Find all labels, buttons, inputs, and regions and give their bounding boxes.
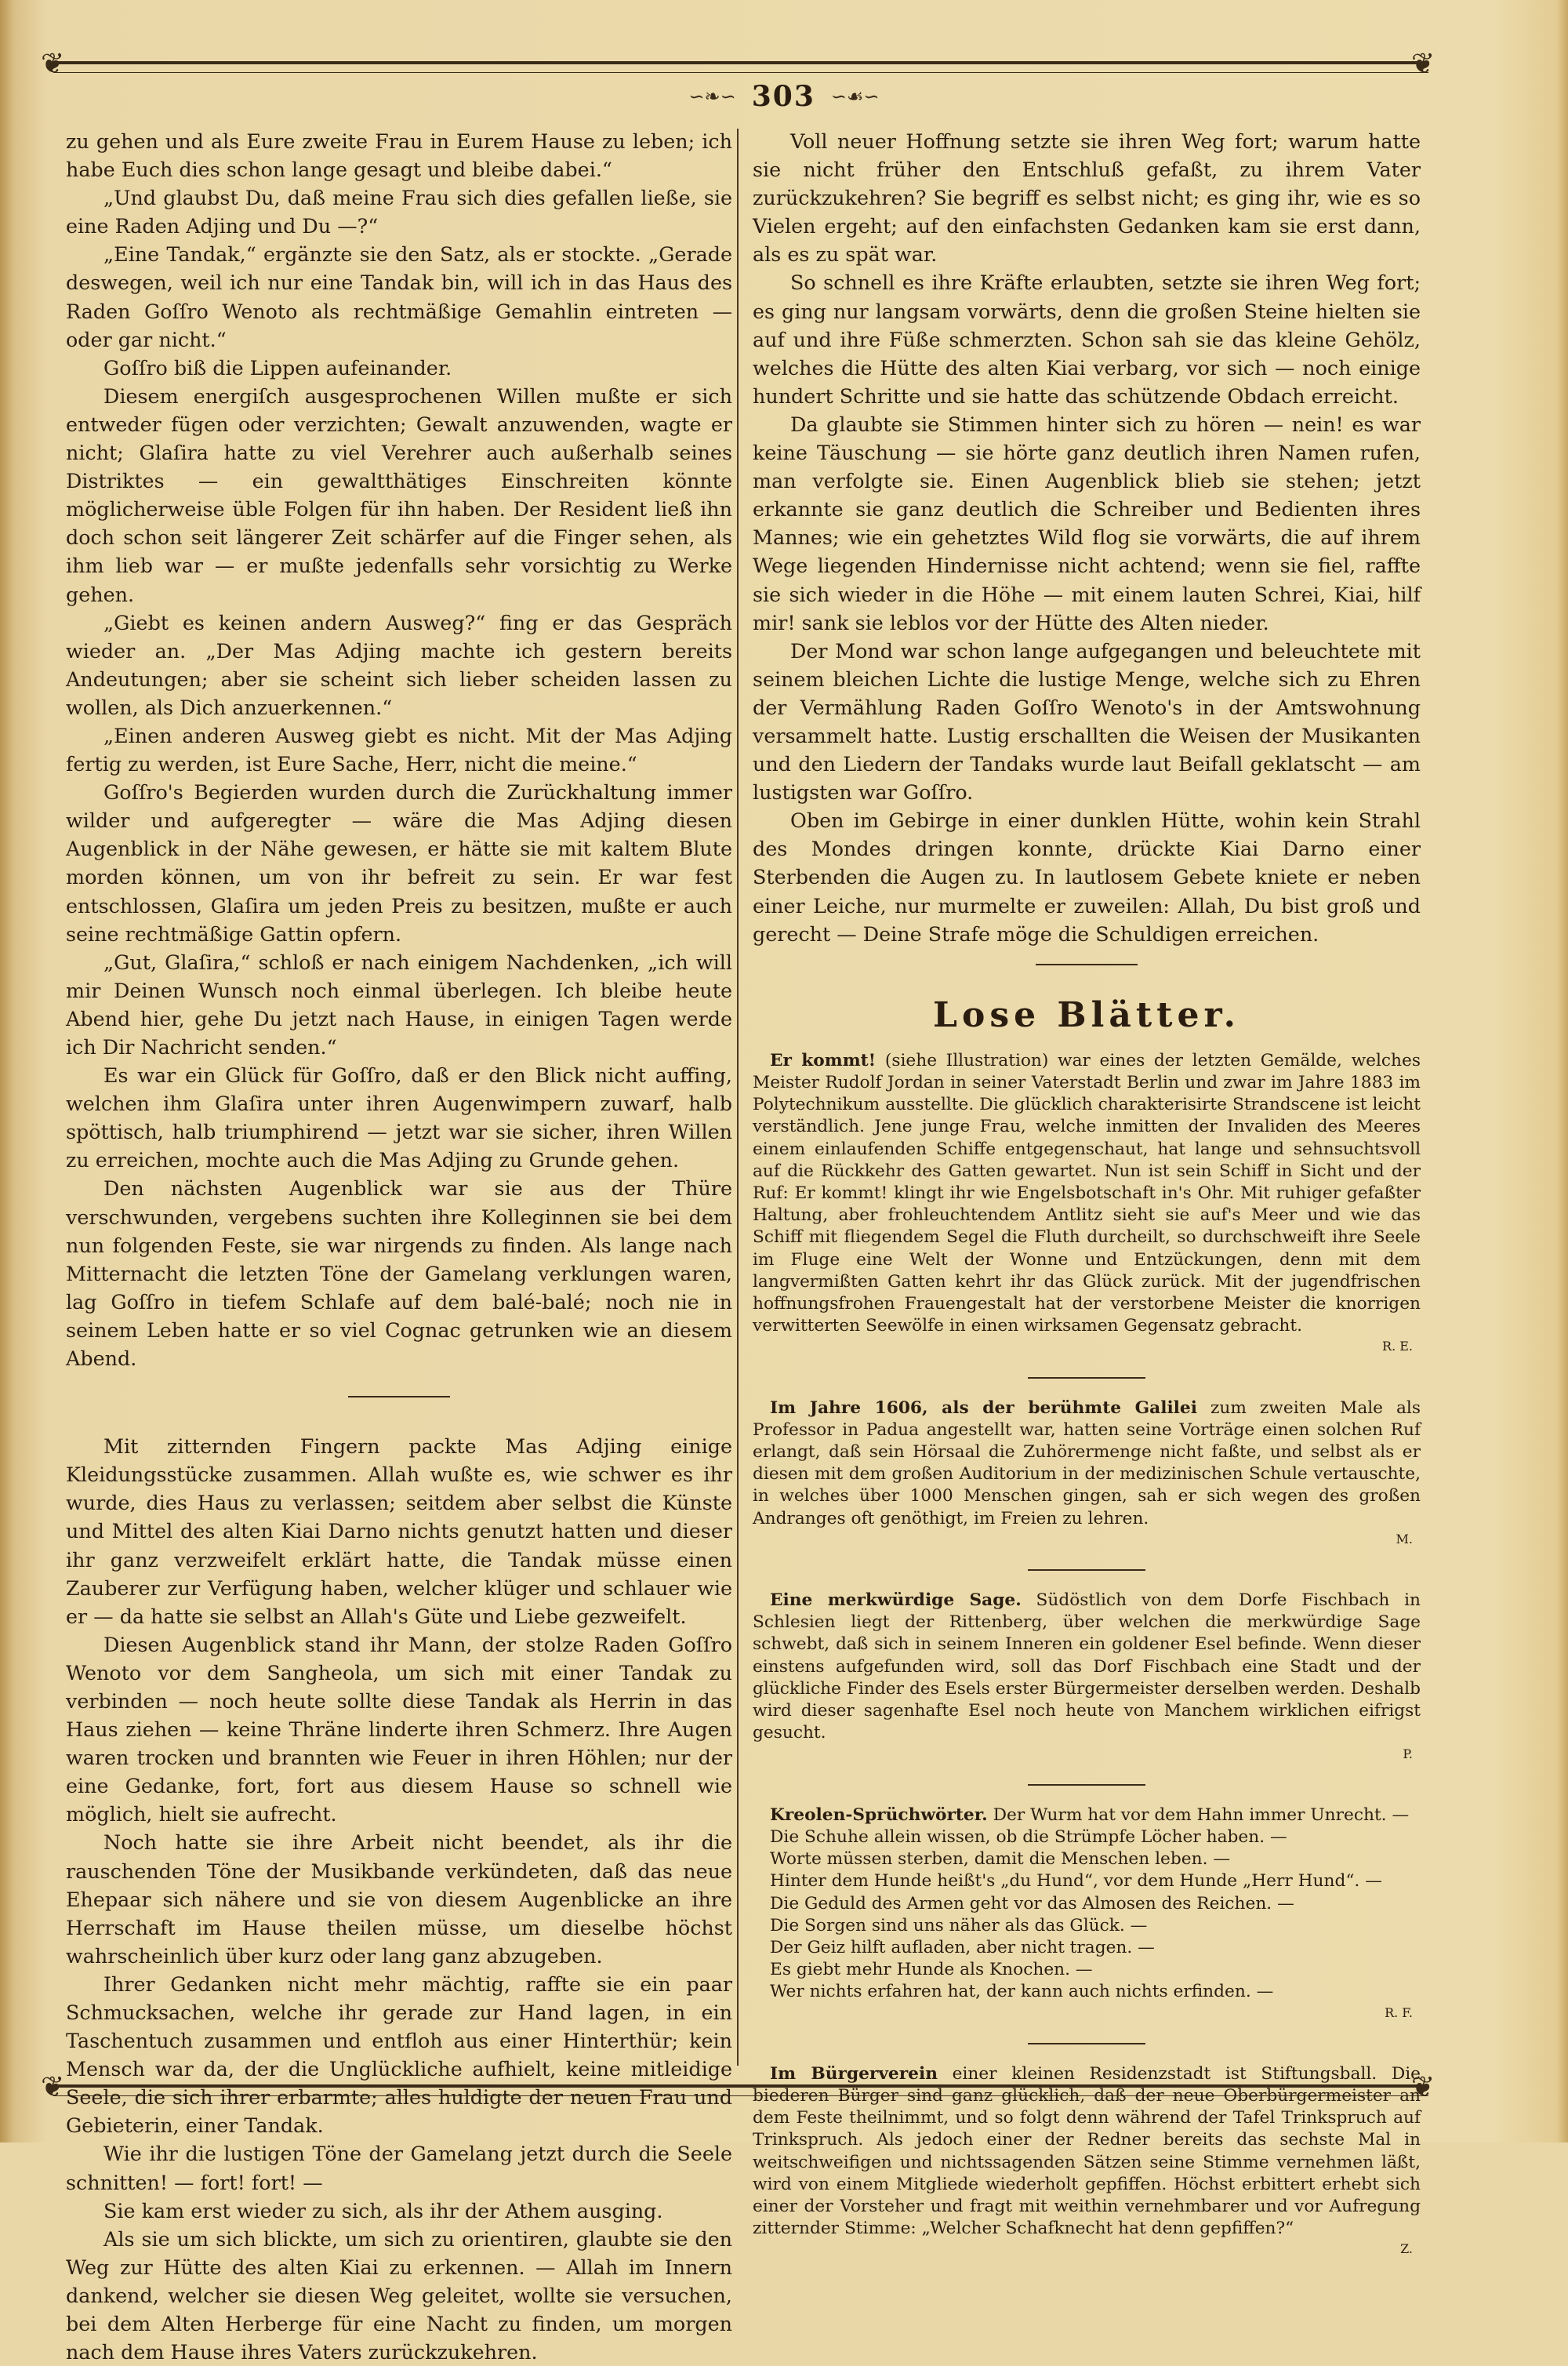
news-item [753,1397,1421,1550]
flourish-left-icon: ∽❧∽ [688,85,736,107]
item-lead: Im Bürgerverein [770,2063,938,2084]
page-header [612,77,956,116]
proverb-line: Die Schuhe allein wissen, ob die Strümpfe Löcher haben. — [770,1826,1287,1847]
right-column [753,127,1421,2267]
paragraph: Der Mond war schon lange aufgegangen und beleuchtete mit seinem bleichen Lichte die lustige Menge, welche sich zu Ehren der Vermählung Raden Goſſro Wenoto's in der Amtswohnung versammelt hatte. Lustig erschallten die Weisen der Musikanten und den Liedern der Tandaks wurde laut Beifall geklatscht — am lustigsten war Goſſro. [753,638,1421,805]
item-text: einer kleinen Residenzstadt ist Stiftungsball. Die biederen Bürger sind ganz glücklich, daß der neue Oberbürgermeister an dem Feste theilnimmt, und so folgt denn während der Tafel Trinkspruch auf Trinkspruch. Als jedoch einer der Redner bereits das sechste Mal in weitschweifigen und nichtssagenden Sätzen seine Stimme vernehmen läßt, wird von einem Mitgliede wiederholt gepfiffen. Höchst erbittert erhebt sich einer der Vorsteher und fragt mit weithin vernehmbarer und vor Aufregung zitternder Stimme: „Welcher Schafknecht hat denn gepfiffen?“ [753,2063,1421,2239]
paragraph: Voll neuer Hoffnung setzte sie ihren Weg fort; warum hatte sie nicht früher den Entschluß gefaßt, zu ihrem Vater zurückzukehren? Sie begriff es selbst nicht; es ging ihr, wie es so Vielen ergeht; auf den einfachsten Gedanken kam sie erst dann, als es zu spät war. [753,129,1421,267]
news-item [753,1050,1421,1358]
news-item [753,1804,1421,2024]
paragraph: Es war ein Glück für Goſſro, daß er den Blick nicht auffing, welchen ihm Glaſira unter ihren Augenwimpern zuwarf, halb spöttisch, halb triumphirend — jetzt war sie sicher, ihren Willen zu erreichen, mochte auch die Mas Adjing zu Grunde gehen. [66,1063,732,1172]
section-separator [1028,2043,1145,2044]
proverb-line: Worte müssen sterben, damit die Menschen leben. — [770,1849,1231,1870]
paragraph: Wie ihr die lustigen Töne der Gamelang jetzt durch die Seele schnitten! — fort! fort! — [66,2142,732,2194]
paragraph: Goſſro's Begierden wurden durch die Zurückhaltung immer wilder und aufgeregter — wäre die Mas Adjing diesen Augenblick in der Nähe gewesen, er hätte sie mit kaltem Blute morden können, um von ihr befreit zu sein. Er war fest entschlossen, Glaſira um jeden Preis zu besitzen, mußte er auch seine rechtmäßige Gattin opfern. [66,780,732,946]
paragraph: „Giebt es keinen andern Ausweg?“ fing er das Gespräch wieder an. „Der Mas Adjing machte ich gestern bereits Andeutungen; aber sie scheint sich lieber scheiden lassen zu wollen, als Dich anzuerkennen.“ [66,610,732,719]
item-signature: R. E. [1382,1339,1413,1354]
paragraph: So schnell es ihre Kräfte erlaubten, setzte sie ihren Weg fort; es ging nur langsam vorwärts, denn die großen Steine hielten sie auf und ihre Füße schmerzten. Schon sah sie das kleine Gehölz, welches die Hütte des alten Kiai verbarg, vor sich — noch einige hundert Schritte und sie hatte das schützende Obdach erreicht. [753,271,1421,408]
item-text: (siehe Illustration) war eines der letzten Gemälde, welches Meister Rudolf Jordan in seiner Vaterstadt Berlin und zwar im Jahre 1883 im Polytechnikum ausstellte. Die glücklich charakterisirte Strandscene ist leicht verständlich. Jene junge Frau, welche inmitten der Invaliden des Meeres einem einlaufenden Schiffe entgegenschaut, hat lange und sehnsuchtsvoll auf die Rückkehr des Gatten gewartet. Nun ist sein Schiff in Sicht und der Ruf: Er kommt! klingt ihr wie Engelsbotschaft in's Ohr. Mit ruhiger gefaßter Haltung, aber frohleuchtendem Antlitz sieht sie auf's Meer und wie das Schiff mit fliegendem Segel die Fluth durcheilt, so durchschweift ihre Seele im Fluge eine Welt der Wonne und Entzückungen, denn mit dem langvermißten Gatten kehrt ihr das Glück zurück. Mit der jugendfrischen hoffnungsfrohen Frauengestalt hat der verstorbene Meister die knorrigen verwitterten Seewölfe in einen wirksamen Gegensatz gebracht. [753,1050,1421,1336]
paragraph: Diesem energiſch ausgesprochenen Willen mußte er sich entweder fügen oder verzichten; Gewalt anzuwenden, wagte er nicht; Glaſira hatte zu viel Verehrer auch außerhalb seines Distriktes — ein gewaltthätiges Einschreiten könnte möglicherweise üble Folgen für ihn haben. Der Resident ließ ihn doch schon seit längerer Zeit schärfer auf die Finger sehen, als ihm lieb war — er mußte jedenfalls sehr vorsichtig zu Werke gehen. [66,383,732,606]
page-number: 303 [751,80,815,113]
paragraph: Noch hatte sie ihre Arbeit nicht beendet, als ihr die rauschenden Töne der Musikbande verkündeten, daß das neue Ehepaar sich nähere und sie von diesem Augenblicke an ihre Herrschaft im Hause theilen müsse, um dieselbe höchst wahrscheinlich über kurz oder lang ganz abzugeben. [66,1830,732,1968]
corner-ornament-icon: ❦ [1411,48,1436,80]
paragraph: Oben im Gebirge in einer dunklen Hütte, wohin kein Strahl des Mondes dringen konnte, drückte Kiai Darno einer Sterbenden die Augen zu. In lautlosem Gebete kniete er neben einer Leiche, nur murmelte er zuweilen: Allah, Du bist groß und gerecht — Deine Strafe möge die Schuldigen erreichen. [753,809,1421,946]
paragraph: Mit zitternden Fingern packte Mas Adjing einige Kleidungsstücke zusammen. Allah wußte es, wie schwer es ihr wurde, dies Haus zu verlassen; seitdem aber selbst die Künste und Mittel des alten Kiai Darno nichts genutzt hatten und dieser ihr ganz verzweifelt erklärt hatte, die Tandak müsse einen Zauberer zur Verfügung haben, welcher klüger und schlauer wie er — da hatte sie selbst an Allah's Güte und Liebe gezweifelt. [66,1434,732,1628]
item-lead: Im Jahre 1606, als der berühmte Galilei [770,1397,1197,1418]
paragraph: „Und glaubst Du, daß meine Frau sich dies gefallen ließe, sie eine Raden Adjing und Du —?“ [66,186,732,238]
item-lead: Eine merkwürdige Sage. [770,1590,1022,1611]
item-lead: Er kommt! [770,1050,877,1070]
section-separator [1028,1569,1145,1571]
section-separator [1028,1784,1145,1786]
left-column [66,127,732,2366]
paragraph: Als sie um sich blickte, um sich zu orientiren, glaubte sie den Weg zur Hütte des alten Kiai zu erkennen. — Allah im Innern dankend, welcher sie diesen Weg geleitet, wollte sie versuchen, bei dem Alten Herberge für eine Nacht zu finden, um morgen nach dem Hause ihres Vaters zurückzukehren. [66,2226,732,2364]
item-signature: Z. [1400,2241,1413,2257]
column-divider [737,129,739,2066]
proverb-line: Der Geiz hilft aufladen, aber nicht tragen. — [770,1937,1155,1957]
item-signature: R. F. [1385,2004,1413,2020]
corner-ornament-icon: ❦ [41,2071,65,2103]
section-separator [348,1396,450,1397]
paragraph: „Gut, Glaſira,“ schloß er nach einigem Nachdenken, „ich will mir Deinen Wunsch noch einmal überlegen. Ich bleibe heute Abend hier, gehe Du jetzt nach Hause, in einigen Tagen werde ich Dir Nachricht senden.“ [66,950,732,1059]
proverb-line: Die Geduld des Armen geht vor das Almosen des Reichen. — [770,1893,1294,1914]
corner-ornament-icon: ❦ [1411,2071,1436,2103]
item-text: zum zweiten Male als Professor in Padua angestellt war, hatten seine Vorträge einen solchen Ruf erlangt, daß sein Hörsaal die Zuhörermenge nicht faßte, und selbst als er diesen mit dem großen Auditorium in der medizinischen Schule vertauschte, in welches über 1000 Menschen gingen, sah er sich wegen des großen Andranges oft genöthigt, im Freien zu lehren. [753,1397,1421,1528]
proverb-line: Die Sorgen sind uns näher als das Glück. — [770,1915,1148,1935]
news-item [753,2063,1421,2261]
paragraph: Goſſro biß die Lippen aufeinander. [103,355,452,380]
proverb-line: Der Wurm hat vor dem Hahn immer Unrecht. — [993,1804,1410,1825]
news-item [753,1590,1421,1765]
section-separator [1028,1377,1145,1379]
top-border-rule [53,61,1428,73]
paragraph: „Einen anderen Ausweg giebt es nicht. Mit der Mas Adjing fertig zu werden, ist Eure Sache, Herr, nicht die meine.“ [66,723,732,776]
proverb-line: Hinter dem Hunde heißt's „du Hund“, vor dem Hunde „Herr Hund“. — [770,1871,1382,1892]
lose-blaetter-section [753,1050,1421,2261]
paragraph: Da glaubte sie Stimmen hinter sich zu hören — nein! es war keine Täuschung — sie hörte ganz deutlich ihren Namen rufen, man verfolgte sie. Einen Augenblick blieb sie stehen; jetzt erkannte sie ganz deutlich die Schreiber und Bedienten ihres Mannes; wie ein gehetztes Wild flog sie vorwärts, die auf ihrem Wege liegenden Hindernisse nicht achtend; wenn sie fiel, raffte sie sich wieder in die Höhe — mit einem lauten Schrei, Kiai, hilf mir! sank sie leblos vor der Hütte des Alten nieder. [753,412,1421,634]
item-signature: P. [1403,1746,1413,1761]
paragraph: „Eine Tandak,“ ergänzte sie den Satz, als er stockte. „Gerade deswegen, weil ich nur eine Tandak bin, will ich in das Haus des Raden Goſſro Wenoto als rechtmäßige Gemahlin eintreten — oder gar nicht.“ [66,242,732,351]
proverb-list [753,1826,1421,2004]
flourish-right-icon: ∽☙∽ [830,85,880,107]
proverb-line: Wer nichts erfahren hat, der kann auch nichts erfinden. — [770,1982,1274,2002]
item-signature: M. [1396,1531,1413,1546]
paragraph: zu gehen und als Eure zweite Frau in Eurem Hause zu leben; ich habe Euch dies schon lange gesagt und bleibe dabei.“ [66,129,732,182]
proverb-line: Es giebt mehr Hunde als Knochen. — [770,1960,1093,1980]
paragraph: Ihrer Gedanken nicht mehr mächtig, raffte sie ein paar Schmucksachen, welche ihr gerade zur Hand lagen, in ein Taschentuch zusammen und entfloh aus einer Hinterthür; kein Mensch war da, der die Unglückliche aufhielt, keine mitleidige Seele, die sich ihrer erbarmte; alles huldigte der neuen Frau und Gebieterin, einer Tandak. [66,1972,732,2138]
paragraph: Den nächsten Augenblick war sie aus der Thüre verschwunden, vergebens suchten ihre Kolleginnen sie bei dem nun folgenden Feste, sie war nirgends zu finden. Als lange nach Mitternacht die letzten Töne der Gamelang verklungen waren, lag Goſſro in tiefem Schlafe auf dem balé-balé; noch nie in seinem Leben hatte er so viel Cognac getrunken wie an diesem Abend. [66,1176,732,1371]
section-separator [1036,964,1138,965]
paragraph: Diesen Augenblick stand ihr Mann, der stolze Raden Goſſro Wenoto vor dem Sangheola, um sich mit einer Tandak zu verbinden — noch heute sollte diese Tandak als Herrin in das Haus ziehen — keine Thräne linderte ihren Schmerz. Ihre Augen waren trocken und brannten wie Feuer in ihren Höhlen; nur der eine Gedanke, fort, fort aus diesem Hause so schnell wie möglich, hielt sie aufrecht. [66,1632,732,1826]
item-text: Südöstlich von dem Dorfe Fischbach in Schlesien liegt der Rittenberg, über welchen die merkwürdige Sage schwebt, daß sich in seinem Inneren ein goldener Esel befinde. Wenn dieser einstens aufgefunden wird, soll das Dorf Fischbach eine Stadt und der glückliche Finder des Esels erster Bürgermeister derselben werden. Deshalb wird dieser sagenhafte Esel noch heute von Manchem wirklichen eifrigst gesucht. [753,1590,1421,1743]
item-lead: Kreolen-Sprüchwörter. [770,1804,988,1825]
section-title: Lose Blätter. [933,994,1240,1035]
paragraph: Sie kam erst wieder zu sich, als ihr der Athem ausging. [103,2198,663,2222]
corner-ornament-icon: ❦ [41,48,65,80]
